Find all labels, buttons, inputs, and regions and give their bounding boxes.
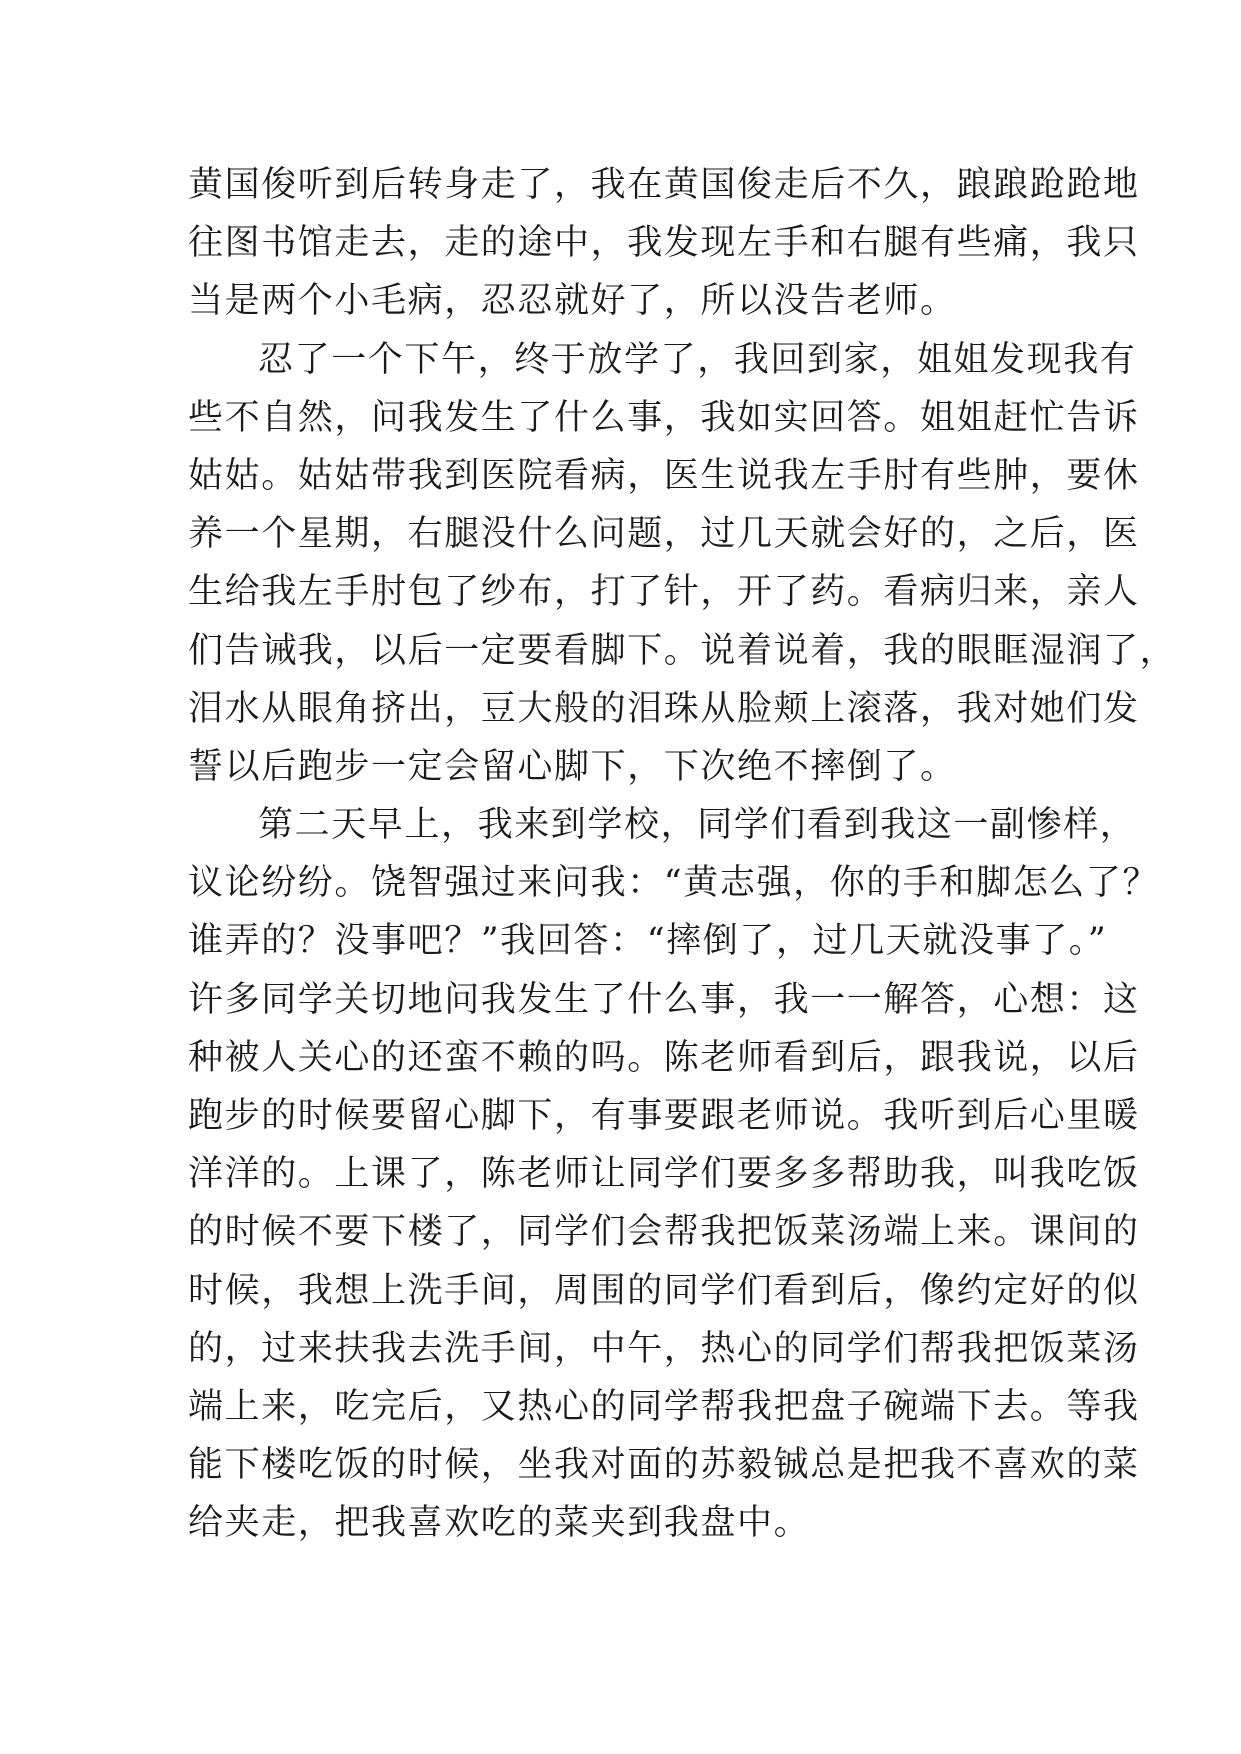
text-line: 的，过来扶我去洗手间，中午，热心的同学们帮我把饭菜汤: [188, 1328, 1140, 1369]
text-line: 的时候不要下楼了，同学们会帮我把饭菜汤端上来。课间的: [188, 1212, 1140, 1253]
text-line: 养一个星期，右腿没什么问题，过几天就会好的，之后，医: [188, 514, 1140, 555]
text-line: 当是两个小毛病，忍忍就好了，所以没告老师。: [188, 281, 957, 322]
text-line: 时候，我想上洗手间，周围的同学们看到后，像约定好的似: [188, 1270, 1140, 1311]
text-line: 能下楼吃饭的时候，坐我对面的苏毅铖总是把我不喜欢的菜: [188, 1445, 1140, 1486]
text-line: 许多同学关切地问我发生了什么事，我一一解答，心想：这: [188, 979, 1140, 1020]
text-line: 端上来，吃完后，又热心的同学帮我把盘子碗端下去。等我: [188, 1386, 1140, 1427]
paragraph: [188, 156, 1140, 331]
text-line: 誓以后跑步一定会留心脚下，下次绝不摔倒了。: [188, 746, 957, 787]
paragraph: [188, 796, 1160, 1552]
text-line: 往图书馆走去，走的途中，我发现左手和右腿有些痛，我只: [188, 223, 1140, 264]
text-line: 生给我左手肘包了纱布，打了针，开了药。看病归来，亲人: [188, 572, 1140, 613]
paragraph: [188, 331, 1177, 797]
text-line: 泪水从眼角挤出，豆大般的泪珠从脸颊上滚落，我对她们发: [188, 688, 1140, 729]
text-line: 议论纷纷。饶智强过来问我：“黄志强，你的手和脚怎么了？: [188, 863, 1160, 904]
text-line: 黄国俊听到后转身走了，我在黄国俊走后不久，踉踉跄跄地: [188, 165, 1140, 205]
text-line: 种被人关心的还蛮不赖的吗。陈老师看到后，跟我说，以后: [188, 1037, 1140, 1078]
text-line: 跑步的时候要留心脚下，有事要跟老师说。我听到后心里暖: [188, 1096, 1140, 1136]
text-line: 第二天早上，我来到学校，同学们看到我这一副惨样，: [258, 805, 1137, 846]
text-line: 些不自然，问我发生了什么事，我如实回答。姐姐赶忙告诉: [188, 397, 1140, 438]
text-line: 姑姑。姑姑带我到医院看病，医生说我左手肘有些肿，要休: [188, 455, 1140, 496]
text-line: 给夹走，把我喜欢吃的菜夹到我盘中。: [188, 1503, 811, 1544]
text-line: 忍了一个下午，终于放学了，我回到家，姐姐发现我有: [258, 339, 1137, 380]
text-line: 谁弄的？没事吧？”我回答：“摔倒了，过几天就没事了。”: [188, 921, 1108, 962]
text-line: 们告诫我，以后一定要看脚下。说着说着，我的眼眶湿润了，: [188, 630, 1177, 671]
text-line: 洋洋的。上课了，陈老师让同学们要多多帮助我，叫我吃饭: [188, 1154, 1140, 1195]
document-body: [188, 156, 1177, 1553]
